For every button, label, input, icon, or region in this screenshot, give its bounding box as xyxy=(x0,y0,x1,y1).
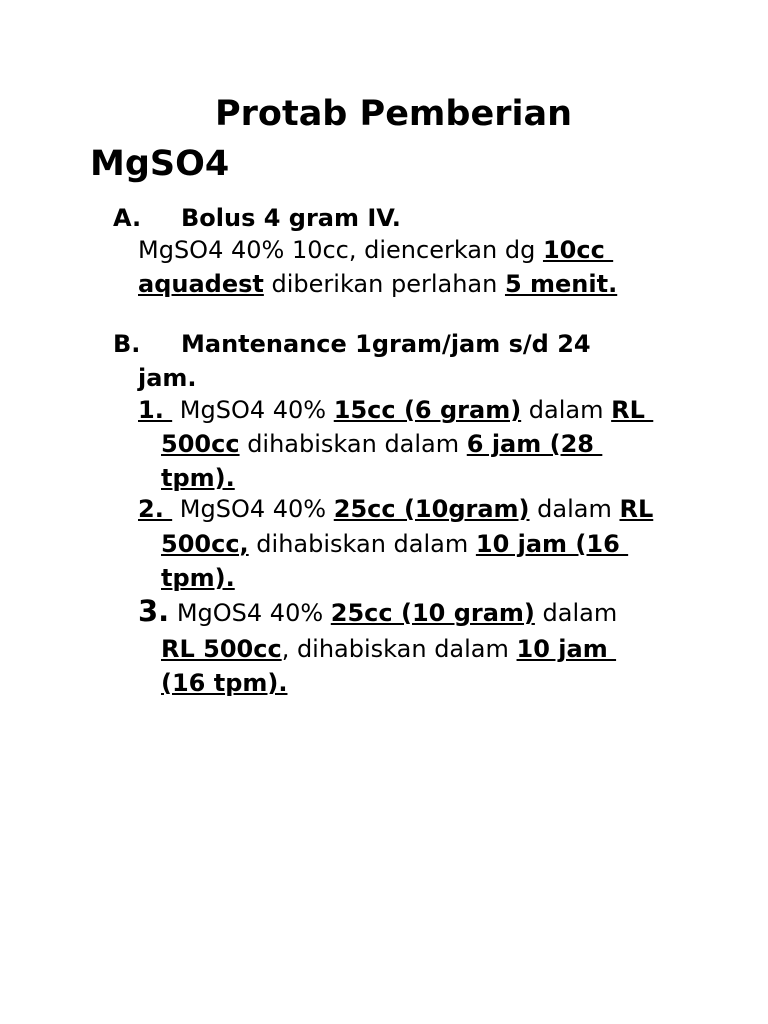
item-text: dihabiskan dalam xyxy=(239,430,467,458)
item-text: , dihabiskan dalam xyxy=(281,635,517,663)
item-text: dalam xyxy=(534,599,618,627)
section-a-emphasis: aquadest xyxy=(138,270,264,298)
section-a-text: MgSO4 40% 10cc, diencerkan dg xyxy=(138,236,543,264)
item-text: dalam xyxy=(521,396,612,424)
item-emphasis: tpm). xyxy=(161,564,235,592)
title-line-1: Protab Pemberian xyxy=(215,94,572,134)
section-a-heading: Bolus 4 gram IV. xyxy=(181,204,401,232)
item-2-line-1 xyxy=(138,492,653,526)
title-line-2: MgSO4 xyxy=(90,144,230,184)
section-a-marker: A. xyxy=(113,204,142,232)
section-b-marker: B. xyxy=(113,330,141,358)
item-emphasis: RL xyxy=(611,396,654,424)
item-text: dihabiskan dalam xyxy=(248,530,476,558)
item-3-line-3 xyxy=(161,666,287,700)
item-text: MgSO4 40% xyxy=(172,495,334,523)
item-1-number: 1. xyxy=(138,396,173,424)
section-b-heading-cont: jam. xyxy=(138,364,197,392)
item-3-number: 3. xyxy=(138,594,170,628)
item-emphasis: 6 jam (28 xyxy=(466,430,603,458)
section-a-emphasis: 5 menit. xyxy=(504,270,618,298)
item-text: MgSO4 40% xyxy=(172,396,334,424)
item-1-line-2 xyxy=(161,427,602,461)
section-b-heading: Mantenance 1gram/jam s/d 24 xyxy=(181,330,591,358)
item-emphasis: 15cc (6 gram) xyxy=(333,396,522,424)
item-emphasis: RL xyxy=(619,495,654,523)
item-emphasis: 10 jam (16 xyxy=(475,530,629,558)
item-2-number: 2. xyxy=(138,495,173,523)
item-emphasis: 25cc (10 gram) xyxy=(330,599,535,627)
item-emphasis: RL 500cc xyxy=(161,635,282,663)
item-emphasis: 25cc (10gram) xyxy=(333,495,530,523)
section-a-line-1 xyxy=(138,233,613,267)
item-emphasis: tpm). xyxy=(161,464,235,492)
item-text: dalam xyxy=(529,495,620,523)
item-emphasis: 500cc, xyxy=(161,530,249,558)
item-2-line-2 xyxy=(161,527,628,561)
section-a-emphasis: 10cc xyxy=(542,236,614,264)
item-2-line-3 xyxy=(161,561,235,595)
item-3-line-2 xyxy=(161,632,616,666)
section-a-line-2 xyxy=(138,267,617,301)
item-1-line-1 xyxy=(138,393,653,427)
item-emphasis: 500cc xyxy=(161,430,240,458)
item-3-line-1 xyxy=(138,594,617,630)
item-text: MgOS4 40% xyxy=(169,599,331,627)
item-emphasis: 10 jam xyxy=(516,635,617,663)
section-a-text: diberikan perlahan xyxy=(263,270,505,298)
item-1-line-3 xyxy=(161,461,235,495)
item-emphasis: (16 tpm). xyxy=(161,669,288,697)
